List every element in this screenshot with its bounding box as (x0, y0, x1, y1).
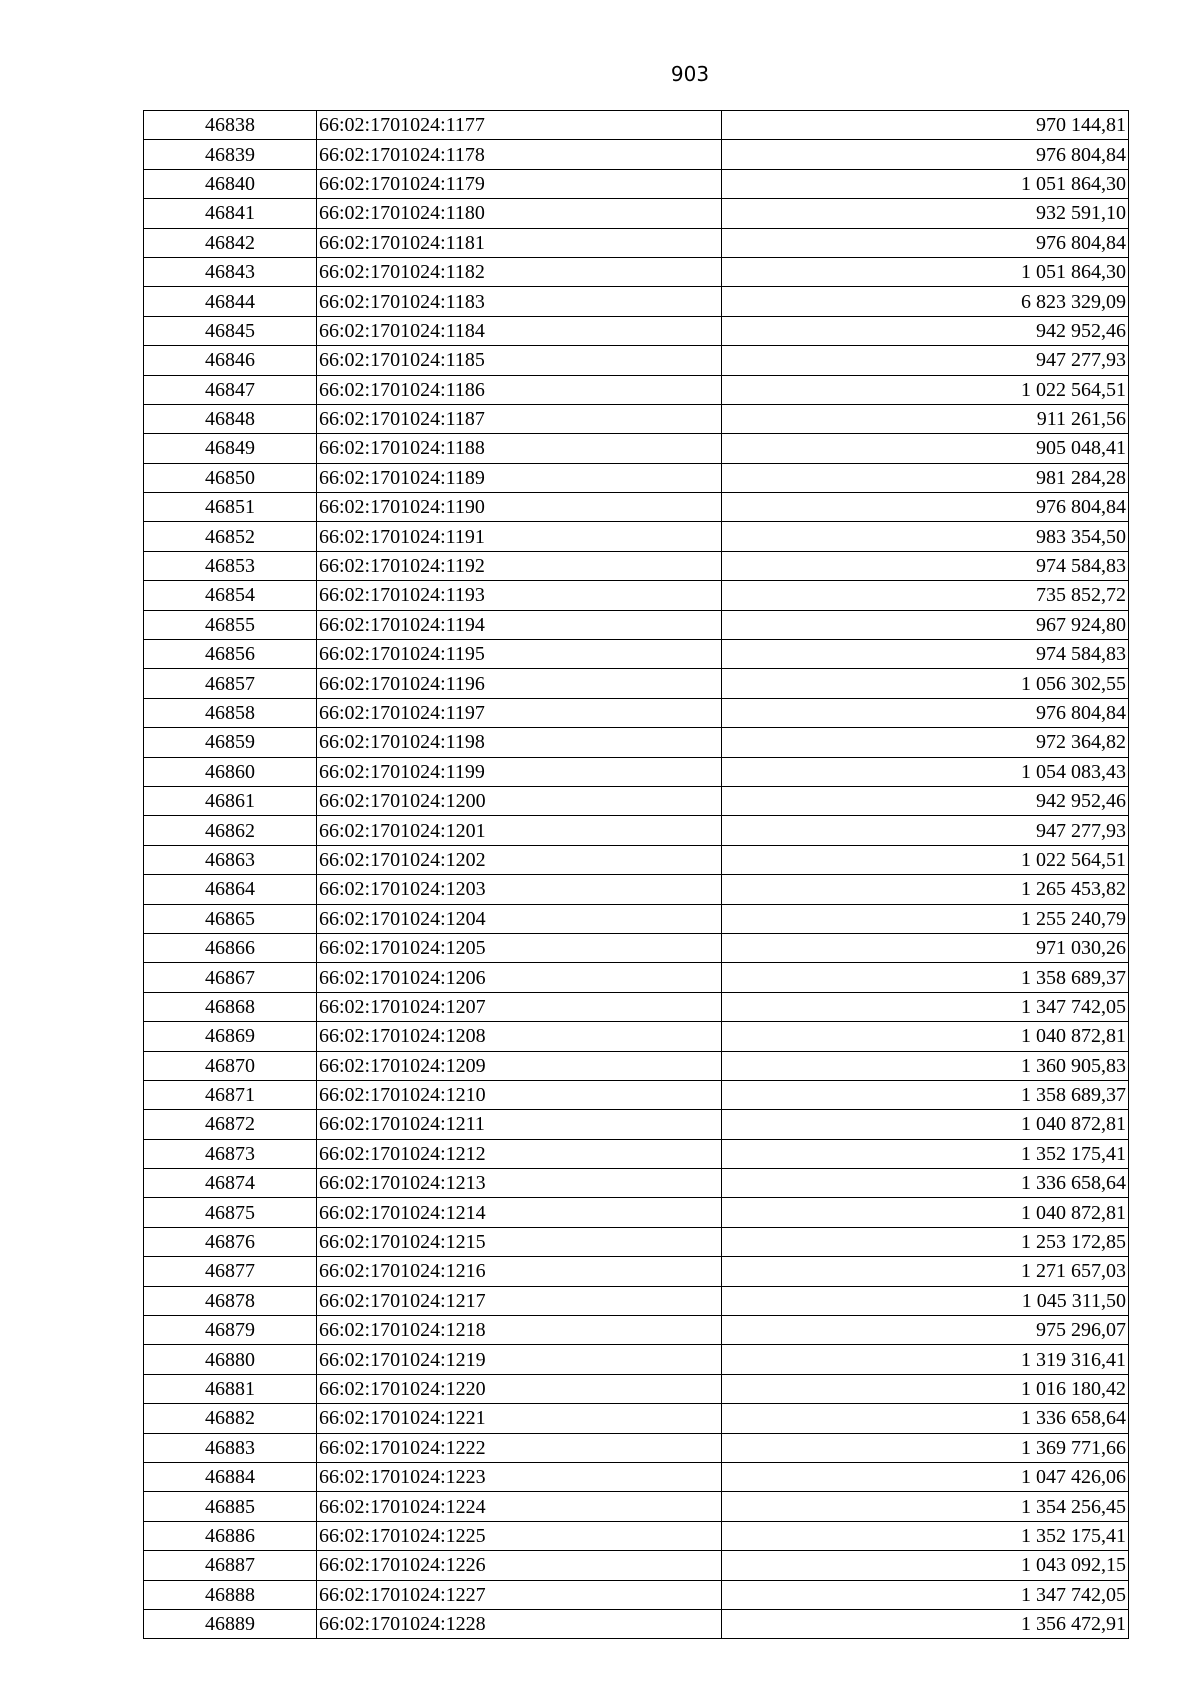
cadastral-value: 1 056 302,55 (722, 669, 1129, 698)
table-row (144, 1169, 1129, 1198)
table-row (144, 1051, 1129, 1080)
cadastral-value: 1 043 092,15 (722, 1551, 1129, 1580)
cadastral-value: 1 022 564,51 (722, 845, 1129, 874)
cadastral-value: 1 356 472,91 (722, 1609, 1129, 1638)
cadastral-value-table (143, 110, 1129, 1639)
table-row (144, 1286, 1129, 1315)
cadastral-value: 947 277,93 (722, 346, 1129, 375)
table-row (144, 404, 1129, 433)
row-number: 46887 (144, 1551, 317, 1580)
cadastral-value: 1 354 256,45 (722, 1492, 1129, 1521)
table-row (144, 1374, 1129, 1403)
row-number: 46855 (144, 610, 317, 639)
table-row (144, 1345, 1129, 1374)
row-number: 46844 (144, 287, 317, 316)
table-row (144, 786, 1129, 815)
cadastral-number: 66:02:1701024:1228 (317, 1609, 722, 1638)
row-number: 46879 (144, 1316, 317, 1345)
cadastral-number: 66:02:1701024:1207 (317, 992, 722, 1021)
cadastral-number: 66:02:1701024:1199 (317, 757, 722, 786)
cadastral-value: 1 358 689,37 (722, 963, 1129, 992)
row-number: 46869 (144, 1022, 317, 1051)
row-number: 46881 (144, 1374, 317, 1403)
cadastral-value: 1 319 316,41 (722, 1345, 1129, 1374)
cadastral-value: 976 804,84 (722, 698, 1129, 727)
cadastral-number: 66:02:1701024:1223 (317, 1462, 722, 1491)
row-number: 46889 (144, 1609, 317, 1638)
cadastral-value: 972 364,82 (722, 728, 1129, 757)
cadastral-number: 66:02:1701024:1213 (317, 1169, 722, 1198)
table-row (144, 1316, 1129, 1345)
cadastral-value: 1 352 175,41 (722, 1521, 1129, 1550)
row-number: 46849 (144, 434, 317, 463)
table-row (144, 581, 1129, 610)
row-number: 46846 (144, 346, 317, 375)
cadastral-number: 66:02:1701024:1177 (317, 111, 722, 140)
table-row (144, 757, 1129, 786)
cadastral-number: 66:02:1701024:1188 (317, 434, 722, 463)
row-number: 46852 (144, 522, 317, 551)
row-number: 46841 (144, 199, 317, 228)
table-row (144, 1492, 1129, 1521)
row-number: 46861 (144, 786, 317, 815)
table-row (144, 669, 1129, 698)
cadastral-number: 66:02:1701024:1190 (317, 493, 722, 522)
table-row (144, 992, 1129, 1021)
row-number: 46875 (144, 1198, 317, 1227)
cadastral-number: 66:02:1701024:1205 (317, 933, 722, 962)
cadastral-value: 974 584,83 (722, 640, 1129, 669)
cadastral-number: 66:02:1701024:1208 (317, 1022, 722, 1051)
cadastral-value: 1 358 689,37 (722, 1080, 1129, 1109)
row-number: 46868 (144, 992, 317, 1021)
cadastral-value: 1 369 771,66 (722, 1433, 1129, 1462)
cadastral-value: 1 253 172,85 (722, 1227, 1129, 1256)
cadastral-number: 66:02:1701024:1226 (317, 1551, 722, 1580)
cadastral-number: 66:02:1701024:1211 (317, 1110, 722, 1139)
row-number: 46857 (144, 669, 317, 698)
cadastral-number: 66:02:1701024:1210 (317, 1080, 722, 1109)
cadastral-value: 942 952,46 (722, 786, 1129, 815)
table-row (144, 1404, 1129, 1433)
row-number: 46853 (144, 551, 317, 580)
cadastral-value: 1 352 175,41 (722, 1139, 1129, 1168)
table-row (144, 111, 1129, 140)
cadastral-number: 66:02:1701024:1202 (317, 845, 722, 874)
row-number: 46862 (144, 816, 317, 845)
table-row (144, 287, 1129, 316)
cadastral-value: 1 016 180,42 (722, 1374, 1129, 1403)
table-row (144, 257, 1129, 286)
table-row (144, 875, 1129, 904)
cadastral-number: 66:02:1701024:1186 (317, 375, 722, 404)
cadastral-number: 66:02:1701024:1192 (317, 551, 722, 580)
table-row (144, 346, 1129, 375)
cadastral-number: 66:02:1701024:1214 (317, 1198, 722, 1227)
cadastral-number: 66:02:1701024:1222 (317, 1433, 722, 1462)
row-number: 46876 (144, 1227, 317, 1256)
cadastral-value: 1 347 742,05 (722, 1580, 1129, 1609)
cadastral-number: 66:02:1701024:1195 (317, 640, 722, 669)
row-number: 46864 (144, 875, 317, 904)
row-number: 46838 (144, 111, 317, 140)
cadastral-value: 976 804,84 (722, 228, 1129, 257)
cadastral-number: 66:02:1701024:1209 (317, 1051, 722, 1080)
row-number: 46845 (144, 316, 317, 345)
table-row (144, 1462, 1129, 1491)
table-row (144, 140, 1129, 169)
cadastral-number: 66:02:1701024:1225 (317, 1521, 722, 1550)
cadastral-number: 66:02:1701024:1200 (317, 786, 722, 815)
table-row (144, 933, 1129, 962)
row-number: 46856 (144, 640, 317, 669)
cadastral-number: 66:02:1701024:1212 (317, 1139, 722, 1168)
cadastral-number: 66:02:1701024:1220 (317, 1374, 722, 1403)
cadastral-value: 1 022 564,51 (722, 375, 1129, 404)
cadastral-value: 1 040 872,81 (722, 1198, 1129, 1227)
cadastral-value: 932 591,10 (722, 199, 1129, 228)
table-row (144, 1227, 1129, 1256)
cadastral-value: 1 336 658,64 (722, 1169, 1129, 1198)
row-number: 46851 (144, 493, 317, 522)
row-number: 46867 (144, 963, 317, 992)
cadastral-number: 66:02:1701024:1181 (317, 228, 722, 257)
cadastral-value: 1 360 905,83 (722, 1051, 1129, 1080)
table-row (144, 816, 1129, 845)
cadastral-value: 911 261,56 (722, 404, 1129, 433)
table-row (144, 1080, 1129, 1109)
row-number: 46888 (144, 1580, 317, 1609)
table-row (144, 434, 1129, 463)
row-number: 46885 (144, 1492, 317, 1521)
table-row (144, 728, 1129, 757)
table-row (144, 1198, 1129, 1227)
row-number: 46874 (144, 1169, 317, 1198)
table-row (144, 1257, 1129, 1286)
table-row (144, 1551, 1129, 1580)
cadastral-value: 983 354,50 (722, 522, 1129, 551)
row-number: 46839 (144, 140, 317, 169)
table-row (144, 228, 1129, 257)
table-row (144, 1521, 1129, 1550)
row-number: 46870 (144, 1051, 317, 1080)
row-number: 46860 (144, 757, 317, 786)
table-row (144, 610, 1129, 639)
cadastral-number: 66:02:1701024:1201 (317, 816, 722, 845)
page-number: 903 (670, 62, 710, 86)
table-row (144, 316, 1129, 345)
cadastral-number: 66:02:1701024:1218 (317, 1316, 722, 1345)
table-row (144, 493, 1129, 522)
row-number: 46877 (144, 1257, 317, 1286)
table-row (144, 963, 1129, 992)
row-number: 46843 (144, 257, 317, 286)
cadastral-number: 66:02:1701024:1185 (317, 346, 722, 375)
row-number: 46842 (144, 228, 317, 257)
cadastral-number: 66:02:1701024:1189 (317, 463, 722, 492)
cadastral-number: 66:02:1701024:1206 (317, 963, 722, 992)
cadastral-number: 66:02:1701024:1184 (317, 316, 722, 345)
row-number: 46882 (144, 1404, 317, 1433)
cadastral-value: 6 823 329,09 (722, 287, 1129, 316)
cadastral-value: 942 952,46 (722, 316, 1129, 345)
cadastral-number: 66:02:1701024:1216 (317, 1257, 722, 1286)
cadastral-value: 947 277,93 (722, 816, 1129, 845)
row-number: 46840 (144, 169, 317, 198)
cadastral-value: 981 284,28 (722, 463, 1129, 492)
row-number: 46865 (144, 904, 317, 933)
cadastral-number: 66:02:1701024:1221 (317, 1404, 722, 1433)
cadastral-value: 1 054 083,43 (722, 757, 1129, 786)
table-row (144, 522, 1129, 551)
table-row (144, 640, 1129, 669)
table-row (144, 199, 1129, 228)
cadastral-number: 66:02:1701024:1193 (317, 581, 722, 610)
table-row (144, 1433, 1129, 1462)
row-number: 46871 (144, 1080, 317, 1109)
row-number: 46848 (144, 404, 317, 433)
cadastral-number: 66:02:1701024:1191 (317, 522, 722, 551)
row-number: 46847 (144, 375, 317, 404)
table-row (144, 463, 1129, 492)
cadastral-value: 1 047 426,06 (722, 1462, 1129, 1491)
cadastral-value: 1 045 311,50 (722, 1286, 1129, 1315)
cadastral-number: 66:02:1701024:1187 (317, 404, 722, 433)
row-number: 46872 (144, 1110, 317, 1139)
cadastral-value: 1 265 453,82 (722, 875, 1129, 904)
cadastral-value: 735 852,72 (722, 581, 1129, 610)
row-number: 46884 (144, 1462, 317, 1491)
row-number: 46878 (144, 1286, 317, 1315)
row-number: 46858 (144, 698, 317, 727)
table-row (144, 169, 1129, 198)
row-number: 46883 (144, 1433, 317, 1462)
table-row (144, 845, 1129, 874)
cadastral-number: 66:02:1701024:1224 (317, 1492, 722, 1521)
row-number: 46863 (144, 845, 317, 874)
cadastral-value: 970 144,81 (722, 111, 1129, 140)
cadastral-number: 66:02:1701024:1182 (317, 257, 722, 286)
cadastral-value: 1 271 657,03 (722, 1257, 1129, 1286)
cadastral-number: 66:02:1701024:1178 (317, 140, 722, 169)
cadastral-value: 976 804,84 (722, 493, 1129, 522)
cadastral-number: 66:02:1701024:1179 (317, 169, 722, 198)
cadastral-value: 976 804,84 (722, 140, 1129, 169)
row-number: 46854 (144, 581, 317, 610)
row-number: 46866 (144, 933, 317, 962)
cadastral-value: 1 347 742,05 (722, 992, 1129, 1021)
cadastral-value: 1 051 864,30 (722, 257, 1129, 286)
row-number: 46850 (144, 463, 317, 492)
cadastral-value: 975 296,07 (722, 1316, 1129, 1345)
cadastral-number: 66:02:1701024:1183 (317, 287, 722, 316)
cadastral-value: 1 255 240,79 (722, 904, 1129, 933)
cadastral-value: 1 040 872,81 (722, 1022, 1129, 1051)
cadastral-number: 66:02:1701024:1194 (317, 610, 722, 639)
cadastral-number: 66:02:1701024:1215 (317, 1227, 722, 1256)
table-row (144, 375, 1129, 404)
cadastral-value: 971 030,26 (722, 933, 1129, 962)
cadastral-value: 1 040 872,81 (722, 1110, 1129, 1139)
table-row (144, 1609, 1129, 1638)
cadastral-value: 1 336 658,64 (722, 1404, 1129, 1433)
cadastral-number: 66:02:1701024:1203 (317, 875, 722, 904)
cadastral-number: 66:02:1701024:1196 (317, 669, 722, 698)
cadastral-value: 1 051 864,30 (722, 169, 1129, 198)
table-row (144, 1139, 1129, 1168)
row-number: 46886 (144, 1521, 317, 1550)
cadastral-number: 66:02:1701024:1204 (317, 904, 722, 933)
cadastral-value: 967 924,80 (722, 610, 1129, 639)
cadastral-value: 905 048,41 (722, 434, 1129, 463)
table-row (144, 904, 1129, 933)
table-body (144, 111, 1129, 1639)
table-row (144, 1110, 1129, 1139)
cadastral-number: 66:02:1701024:1197 (317, 698, 722, 727)
table-row (144, 698, 1129, 727)
cadastral-number: 66:02:1701024:1180 (317, 199, 722, 228)
row-number: 46880 (144, 1345, 317, 1374)
cadastral-value: 974 584,83 (722, 551, 1129, 580)
table-row (144, 1022, 1129, 1051)
cadastral-number: 66:02:1701024:1219 (317, 1345, 722, 1374)
cadastral-number: 66:02:1701024:1217 (317, 1286, 722, 1315)
row-number: 46873 (144, 1139, 317, 1168)
row-number: 46859 (144, 728, 317, 757)
table-row (144, 1580, 1129, 1609)
table-row (144, 551, 1129, 580)
cadastral-number: 66:02:1701024:1227 (317, 1580, 722, 1609)
cadastral-number: 66:02:1701024:1198 (317, 728, 722, 757)
